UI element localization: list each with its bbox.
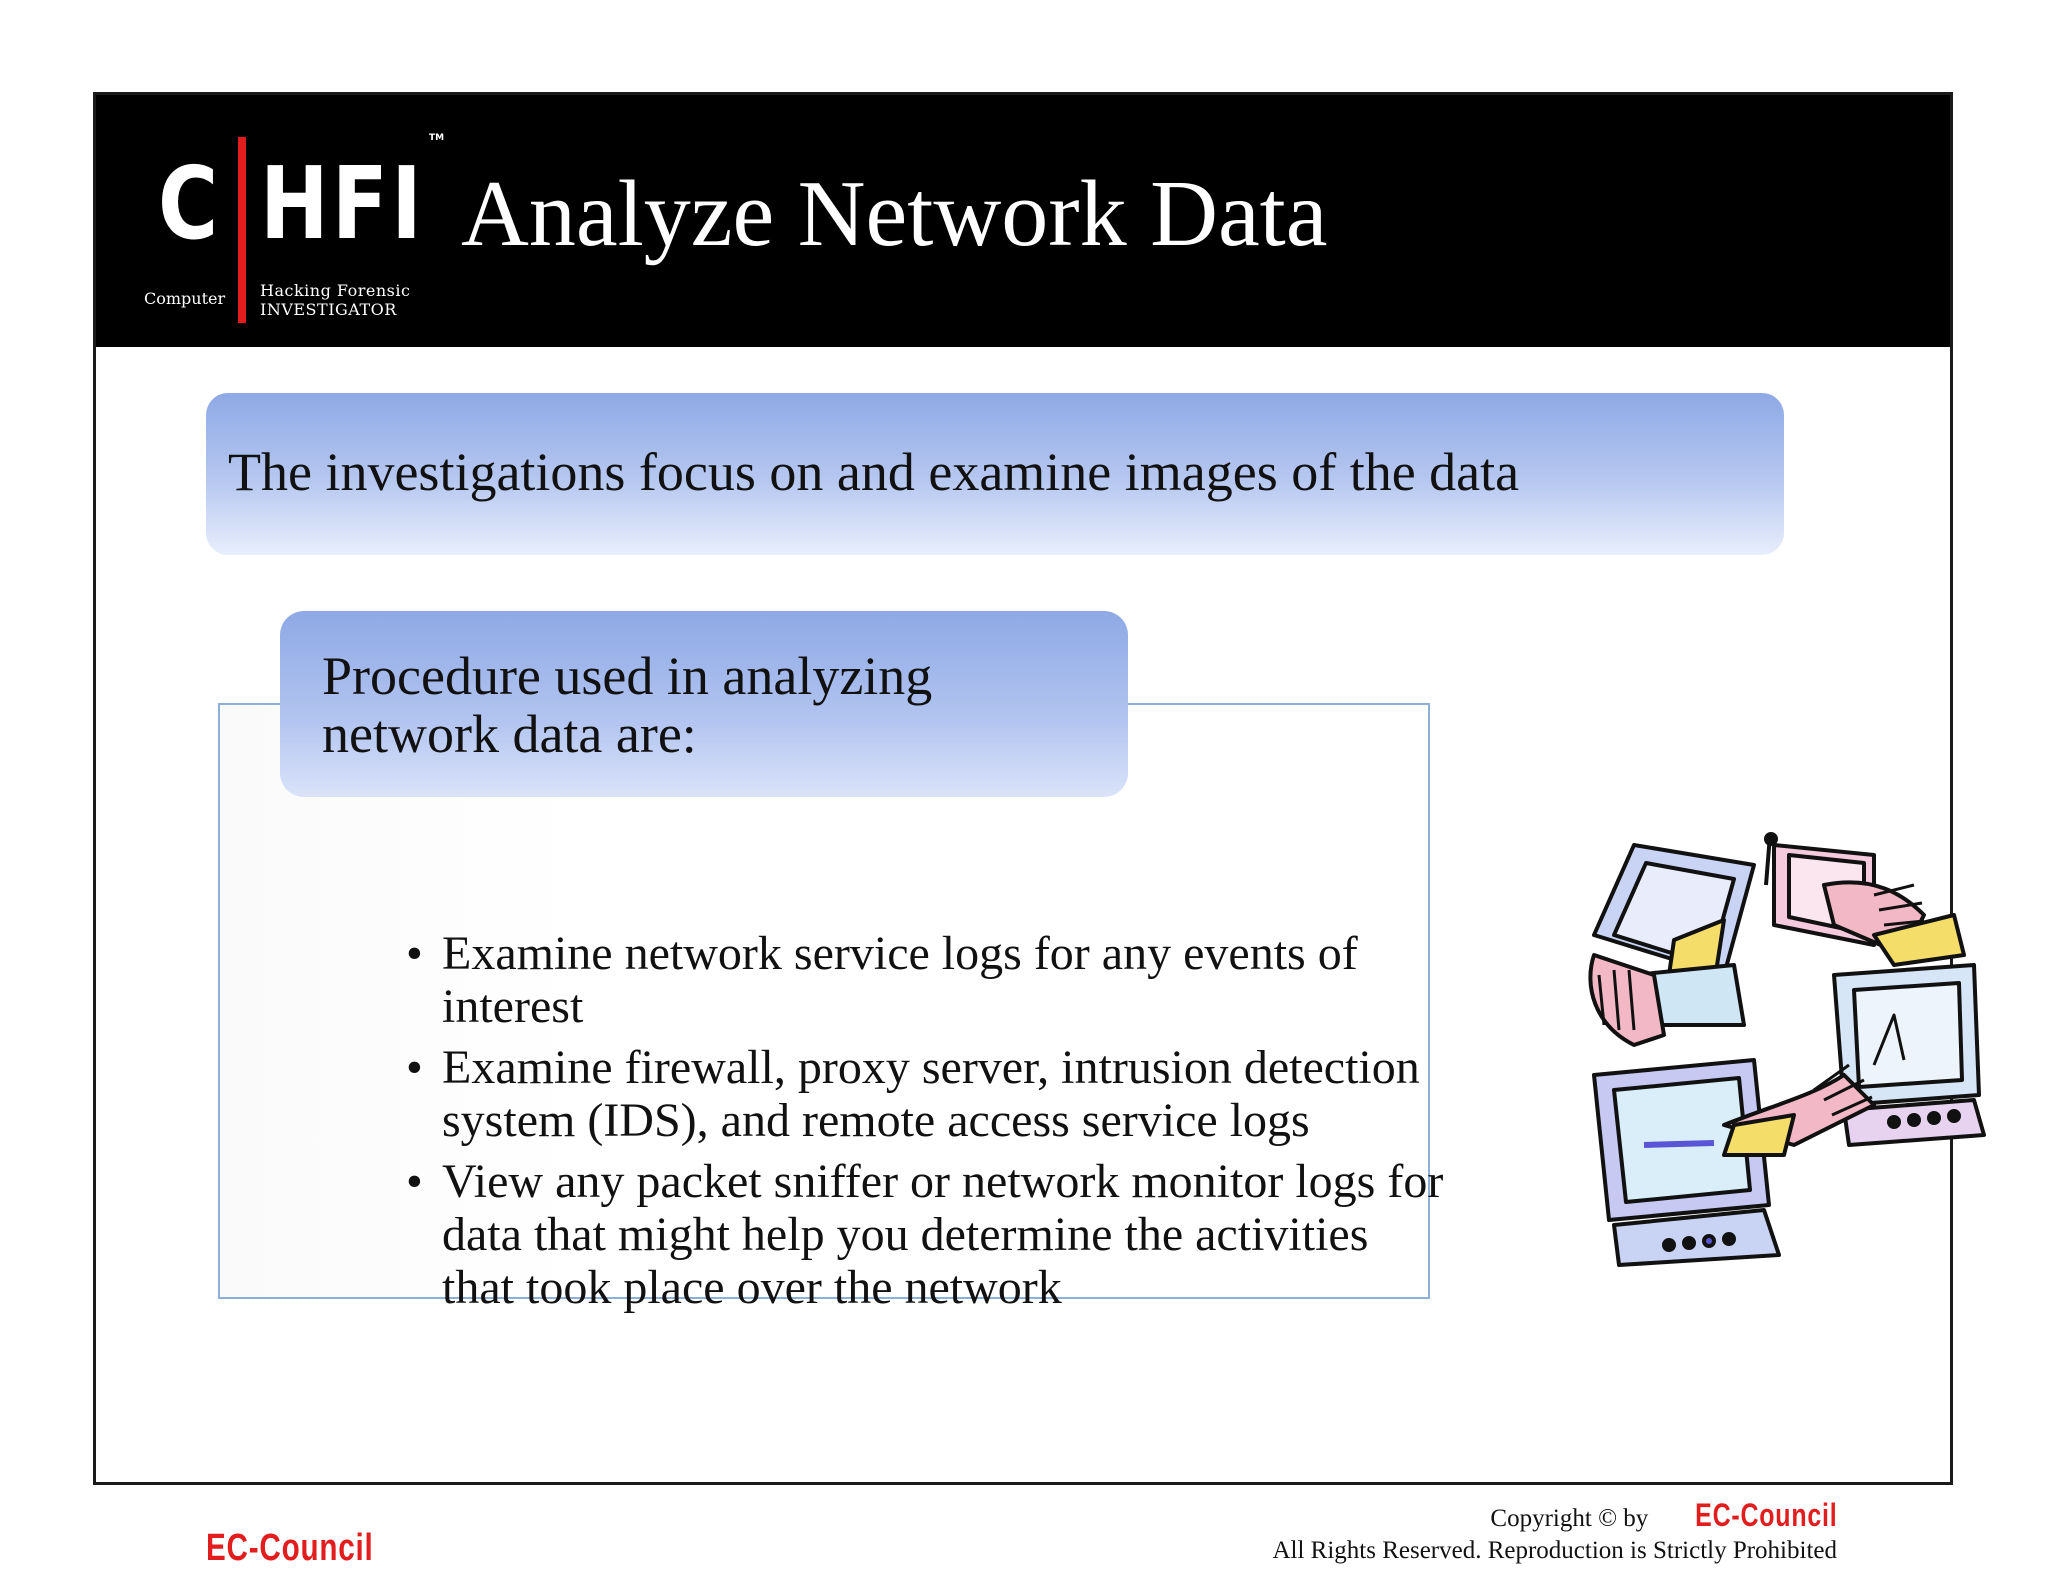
slide	[93, 92, 1953, 1569]
procedure-heading-line2: network data are:	[322, 704, 697, 764]
list-item-text: Examine firewall, proxy server, intrusion detection system (IDS), and remote access service logs	[442, 1041, 1420, 1147]
focus-callout-text: The investigations focus on and examine images of the data	[228, 442, 1520, 502]
footer-copyright	[1272, 1499, 1837, 1567]
logo-subtitle	[260, 281, 410, 319]
logo-letters-hfi: HFI	[260, 145, 425, 262]
rights-statement: All Rights Reserved. Reproduction is Strictly Prohibited	[1272, 1537, 1837, 1564]
footer-brand-logo: EC-Council	[206, 1527, 374, 1569]
logo-computer-label: Computer	[144, 289, 226, 308]
chfi-logo	[136, 115, 476, 325]
list-item-text: Examine network service logs for any events of interest	[442, 927, 1358, 1033]
logo-investigator: INVESTIGATOR	[260, 300, 397, 319]
logo-red-bar	[238, 137, 246, 323]
logo-letter-c: C	[158, 145, 220, 262]
bullet-icon: •	[406, 927, 423, 980]
header-bar	[96, 95, 1950, 347]
focus-callout	[206, 393, 1784, 555]
networked-computers-hands-icon	[1574, 825, 1994, 1275]
procedure-heading-box	[280, 611, 1128, 797]
bullet-icon: •	[406, 1041, 423, 1094]
logo-hacking-forensic: Hacking Forensic	[260, 281, 411, 300]
list-item	[406, 1041, 1446, 1147]
page-title: Analyze Network Data	[461, 162, 1328, 266]
list-item-text: View any packet sniffer or network monitor logs for data that might help you determine the activities that took place over the network	[442, 1155, 1444, 1314]
procedure-list	[406, 927, 1446, 1322]
procedure-heading	[322, 647, 932, 763]
logo-trademark: TM	[429, 133, 445, 143]
procedure-heading-line1: Procedure used in analyzing	[322, 646, 933, 706]
copyright-prefix: Copyright © by	[1490, 1505, 1655, 1532]
list-item	[406, 1155, 1446, 1314]
copyright-brand: EC-Council	[1694, 1497, 1837, 1533]
bullet-icon: •	[406, 1155, 423, 1208]
list-item	[406, 927, 1446, 1033]
